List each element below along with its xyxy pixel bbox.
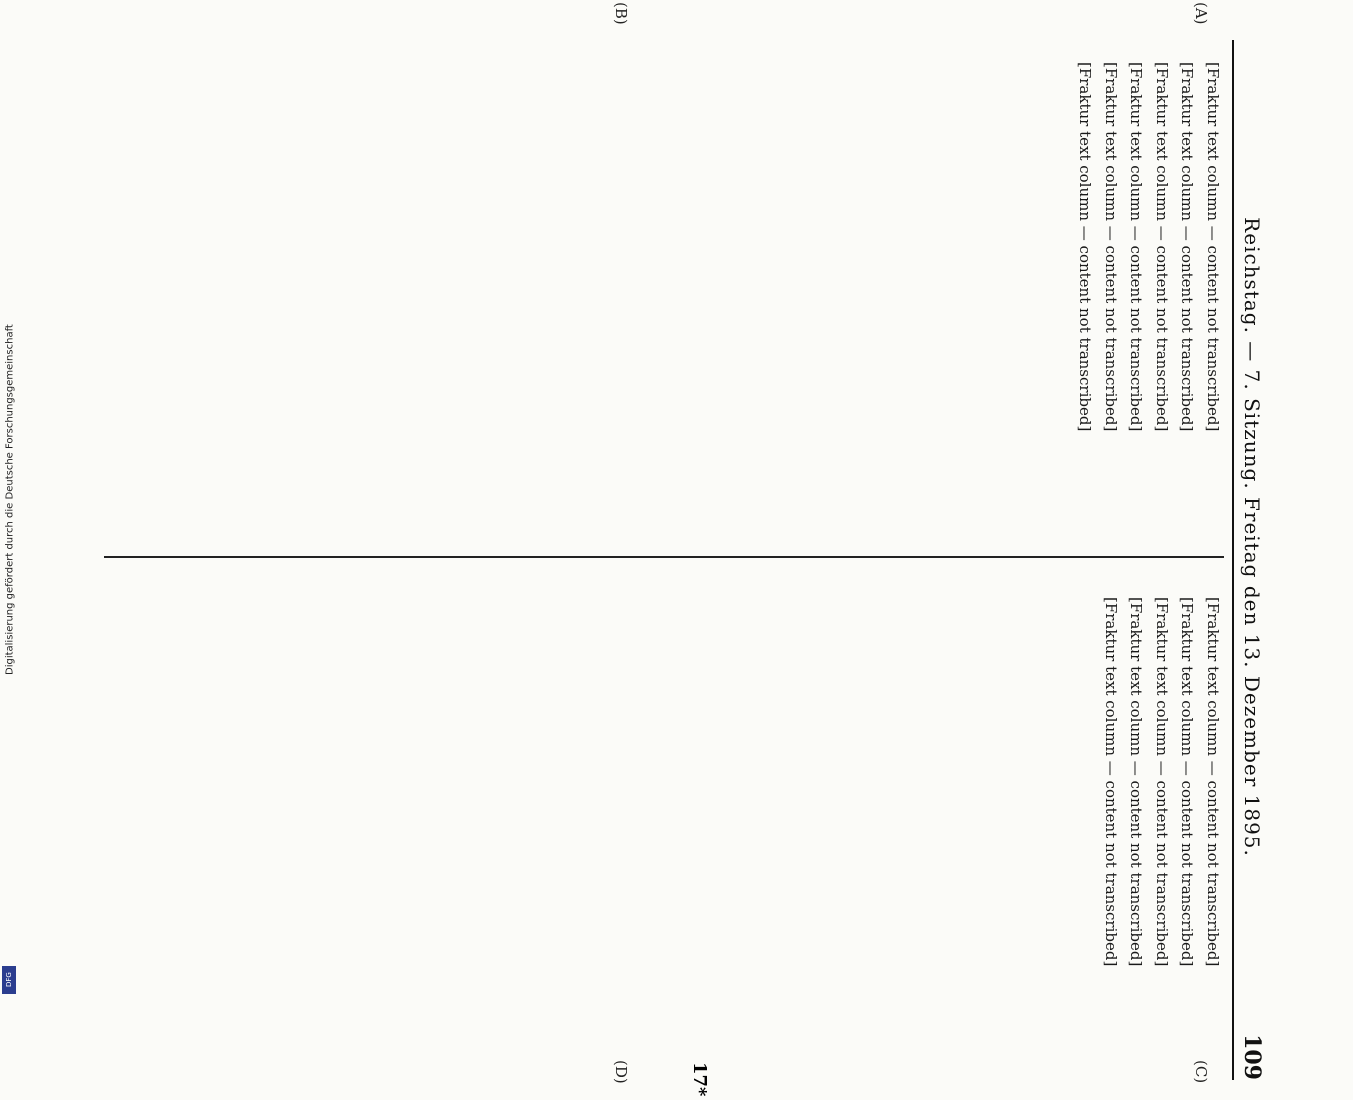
sheet-signature: 17* [689,1062,710,1097]
paragraph: [Fraktur text column — content not transcribed] [1127,597,1146,967]
paragraph: [Fraktur text column — content not transcribed] [1178,62,1197,432]
marker-c: (C) [1192,1060,1210,1084]
paragraph: [Fraktur text column — content not transcribed] [1152,62,1171,432]
paragraph: [Fraktur text column — content not transcribed] [1101,62,1120,432]
column-divider [104,556,1224,558]
page-number: 109 [1239,1034,1265,1080]
paragraph: [Fraktur text column — content not transcribed] [1204,597,1222,967]
page-header [1232,40,1270,1080]
paragraph: [Fraktur text column — content not transcribed] [1127,62,1146,432]
rotated-page [30,0,1270,1100]
left-column [122,40,1222,545]
funding-note: Digitalisierung gefördert durch die Deutsche Forschungsgemeinschaft [4,324,16,676]
marker-b: (B) [612,2,630,25]
marker-d: (D) [612,1060,630,1084]
paragraph: [Fraktur text column — content not transcribed] [1101,597,1120,967]
page-title: Reichstag. — 7. Sitzung. Freitag den 13. Dezember 1895. [1240,217,1264,857]
dfg-logo: DFG [2,966,16,994]
right-column [122,575,1222,1080]
paragraph: [Fraktur text column — content not transcribed] [1076,62,1095,432]
paragraph: [Fraktur text column — content not transcribed] [1178,597,1197,967]
paragraph: [Fraktur text column — content not transcribed] [1204,62,1222,432]
paragraph: [Fraktur text column — content not transcribed] [1152,597,1171,967]
marker-a: (A) [1192,2,1210,25]
